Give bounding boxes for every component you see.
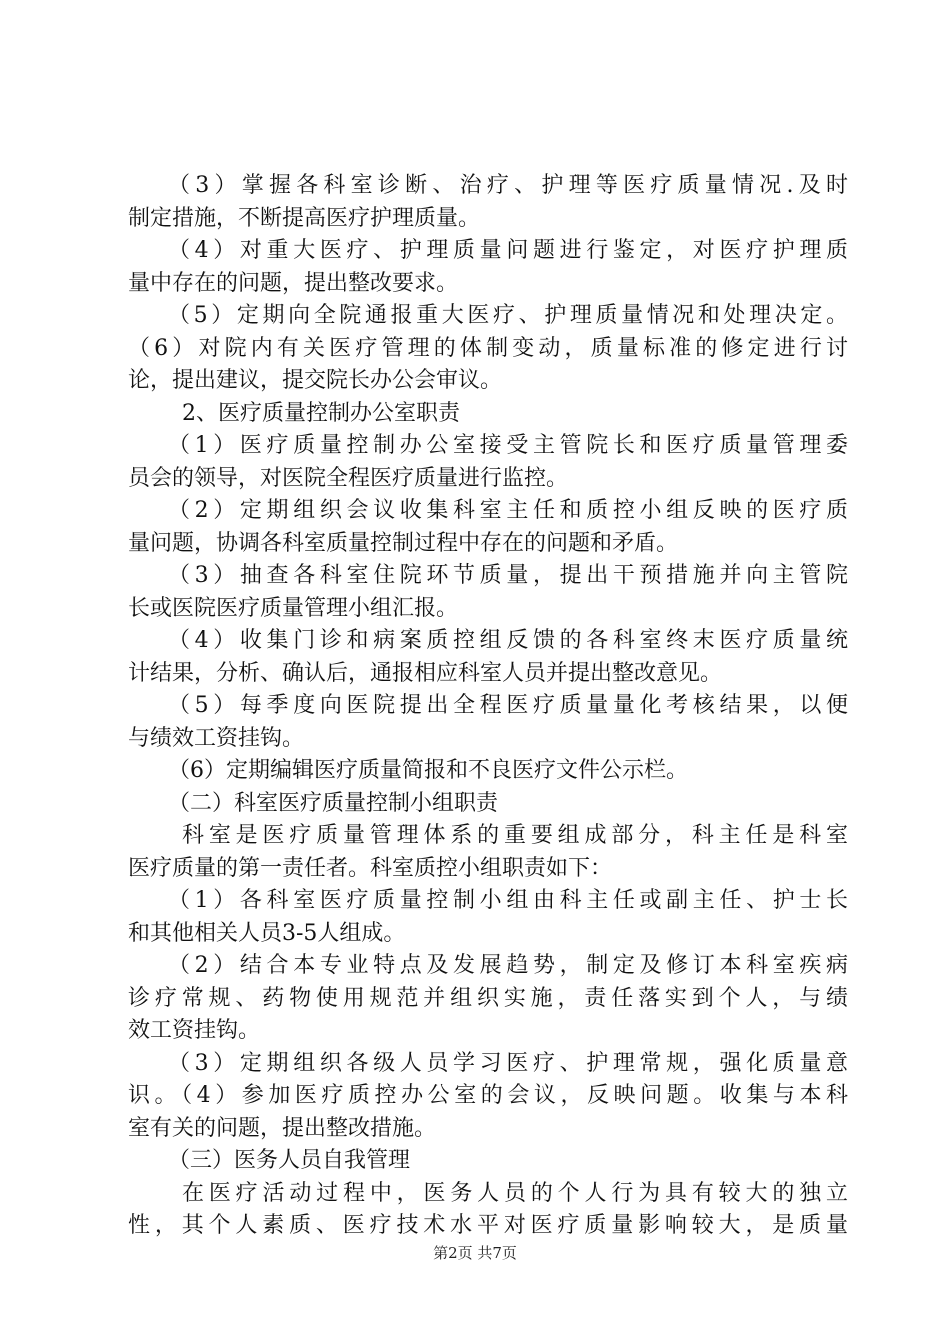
- paragraph-line: （1）各科室医疗质量控制小组由科主任或副主任、护士长: [168, 888, 848, 913]
- paragraph-line: 2、医疗质量控制办公室职责: [182, 400, 460, 426]
- paragraph-line: 和其他相关人员3-5人组成。: [128, 920, 406, 946]
- paragraph-line: （5）定期向全院通报重大医疗、护理质量情况和处理决定。: [168, 303, 848, 328]
- paragraph-line: （3）抽查各科室住院环节质量，提出干预措施并向主管院: [168, 563, 848, 588]
- paragraph-line: （5）每季度向医院提出全程医疗质量量化考核结果，以便: [168, 693, 848, 718]
- paragraph-line: 制定措施，不断提高医疗护理质量。: [128, 205, 481, 231]
- paragraph-line: 长或医院医疗质量管理小组汇报。: [128, 595, 459, 621]
- paragraph-line: 与绩效工资挂钩。: [128, 725, 305, 751]
- paragraph-line: （3）定期组织各级人员学习医疗、护理常规，强化质量意: [168, 1050, 848, 1076]
- paragraph-line: 识。（4）参加医疗质控办公室的会议，反映问题。收集与本科: [128, 1083, 848, 1108]
- document-body: [128, 170, 848, 1243]
- paragraph-line: 科室是医疗质量管理体系的重要组成部分，科主任是科室: [182, 823, 848, 848]
- paragraph-line: 医疗质量的第一责任者。科室质控小组职责如下：: [128, 855, 613, 881]
- paragraph-line: （6）对院内有关医疗管理的体制变动，质量标准的修定进行讨: [128, 335, 848, 361]
- paragraph-line: 在医疗活动过程中，医务人员的个人行为具有较大的独立: [182, 1180, 848, 1206]
- paragraph-line: 计结果，分析、确认后，通报相应科室人员并提出整改意见。: [128, 660, 723, 686]
- paragraph-line: 室有关的问题，提出整改措施。: [128, 1115, 437, 1141]
- paragraph-line: 效工资挂钩。: [128, 1018, 261, 1043]
- page-footer: 第2页 共7页: [433, 1244, 517, 1262]
- paragraph-line: （2）定期组织会议收集科室主任和质控小组反映的医疗质: [168, 498, 848, 523]
- paragraph-line: 量问题，协调各科室质量控制过程中存在的问题和矛盾。: [128, 530, 679, 556]
- paragraph-line: 量中存在的问题，提出整改要求。: [128, 270, 459, 296]
- paragraph-line: 诊疗常规、药物使用规范并组织实施，责任落实到个人，与绩: [128, 985, 848, 1011]
- paragraph-line: （三）医务人员自我管理: [168, 1148, 411, 1173]
- paragraph-line: 论，提出建议，提交院长办公会审议。: [128, 368, 503, 393]
- paragraph-line: 性，其个人素质、医疗技术水平对医疗质量影响较大，是质量: [128, 1213, 848, 1238]
- paragraph-line: 员会的领导，对医院全程医疗质量进行监控。: [128, 465, 569, 491]
- paragraph-line: （3）掌握各科室诊断、治疗、护理等医疗质量情况.及时: [168, 173, 848, 198]
- paragraph-line: （2）结合本专业特点及发展趋势，制定及修订本科室疾病: [168, 953, 848, 978]
- paragraph-line: （4）对重大医疗、护理质量问题进行鉴定，对医疗护理质: [168, 238, 848, 263]
- paragraph-line: （4）收集门诊和病案质控组反馈的各科室终末医疗质量统: [168, 628, 848, 653]
- paragraph-line: （6）定期编辑医疗质量简报和不良医疗文件公示栏。: [168, 758, 688, 783]
- paragraph-line: （二）科室医疗质量控制小组职责: [168, 790, 499, 816]
- paragraph-line: （1）医疗质量控制办公室接受主管院长和医疗质量管理委: [168, 433, 848, 458]
